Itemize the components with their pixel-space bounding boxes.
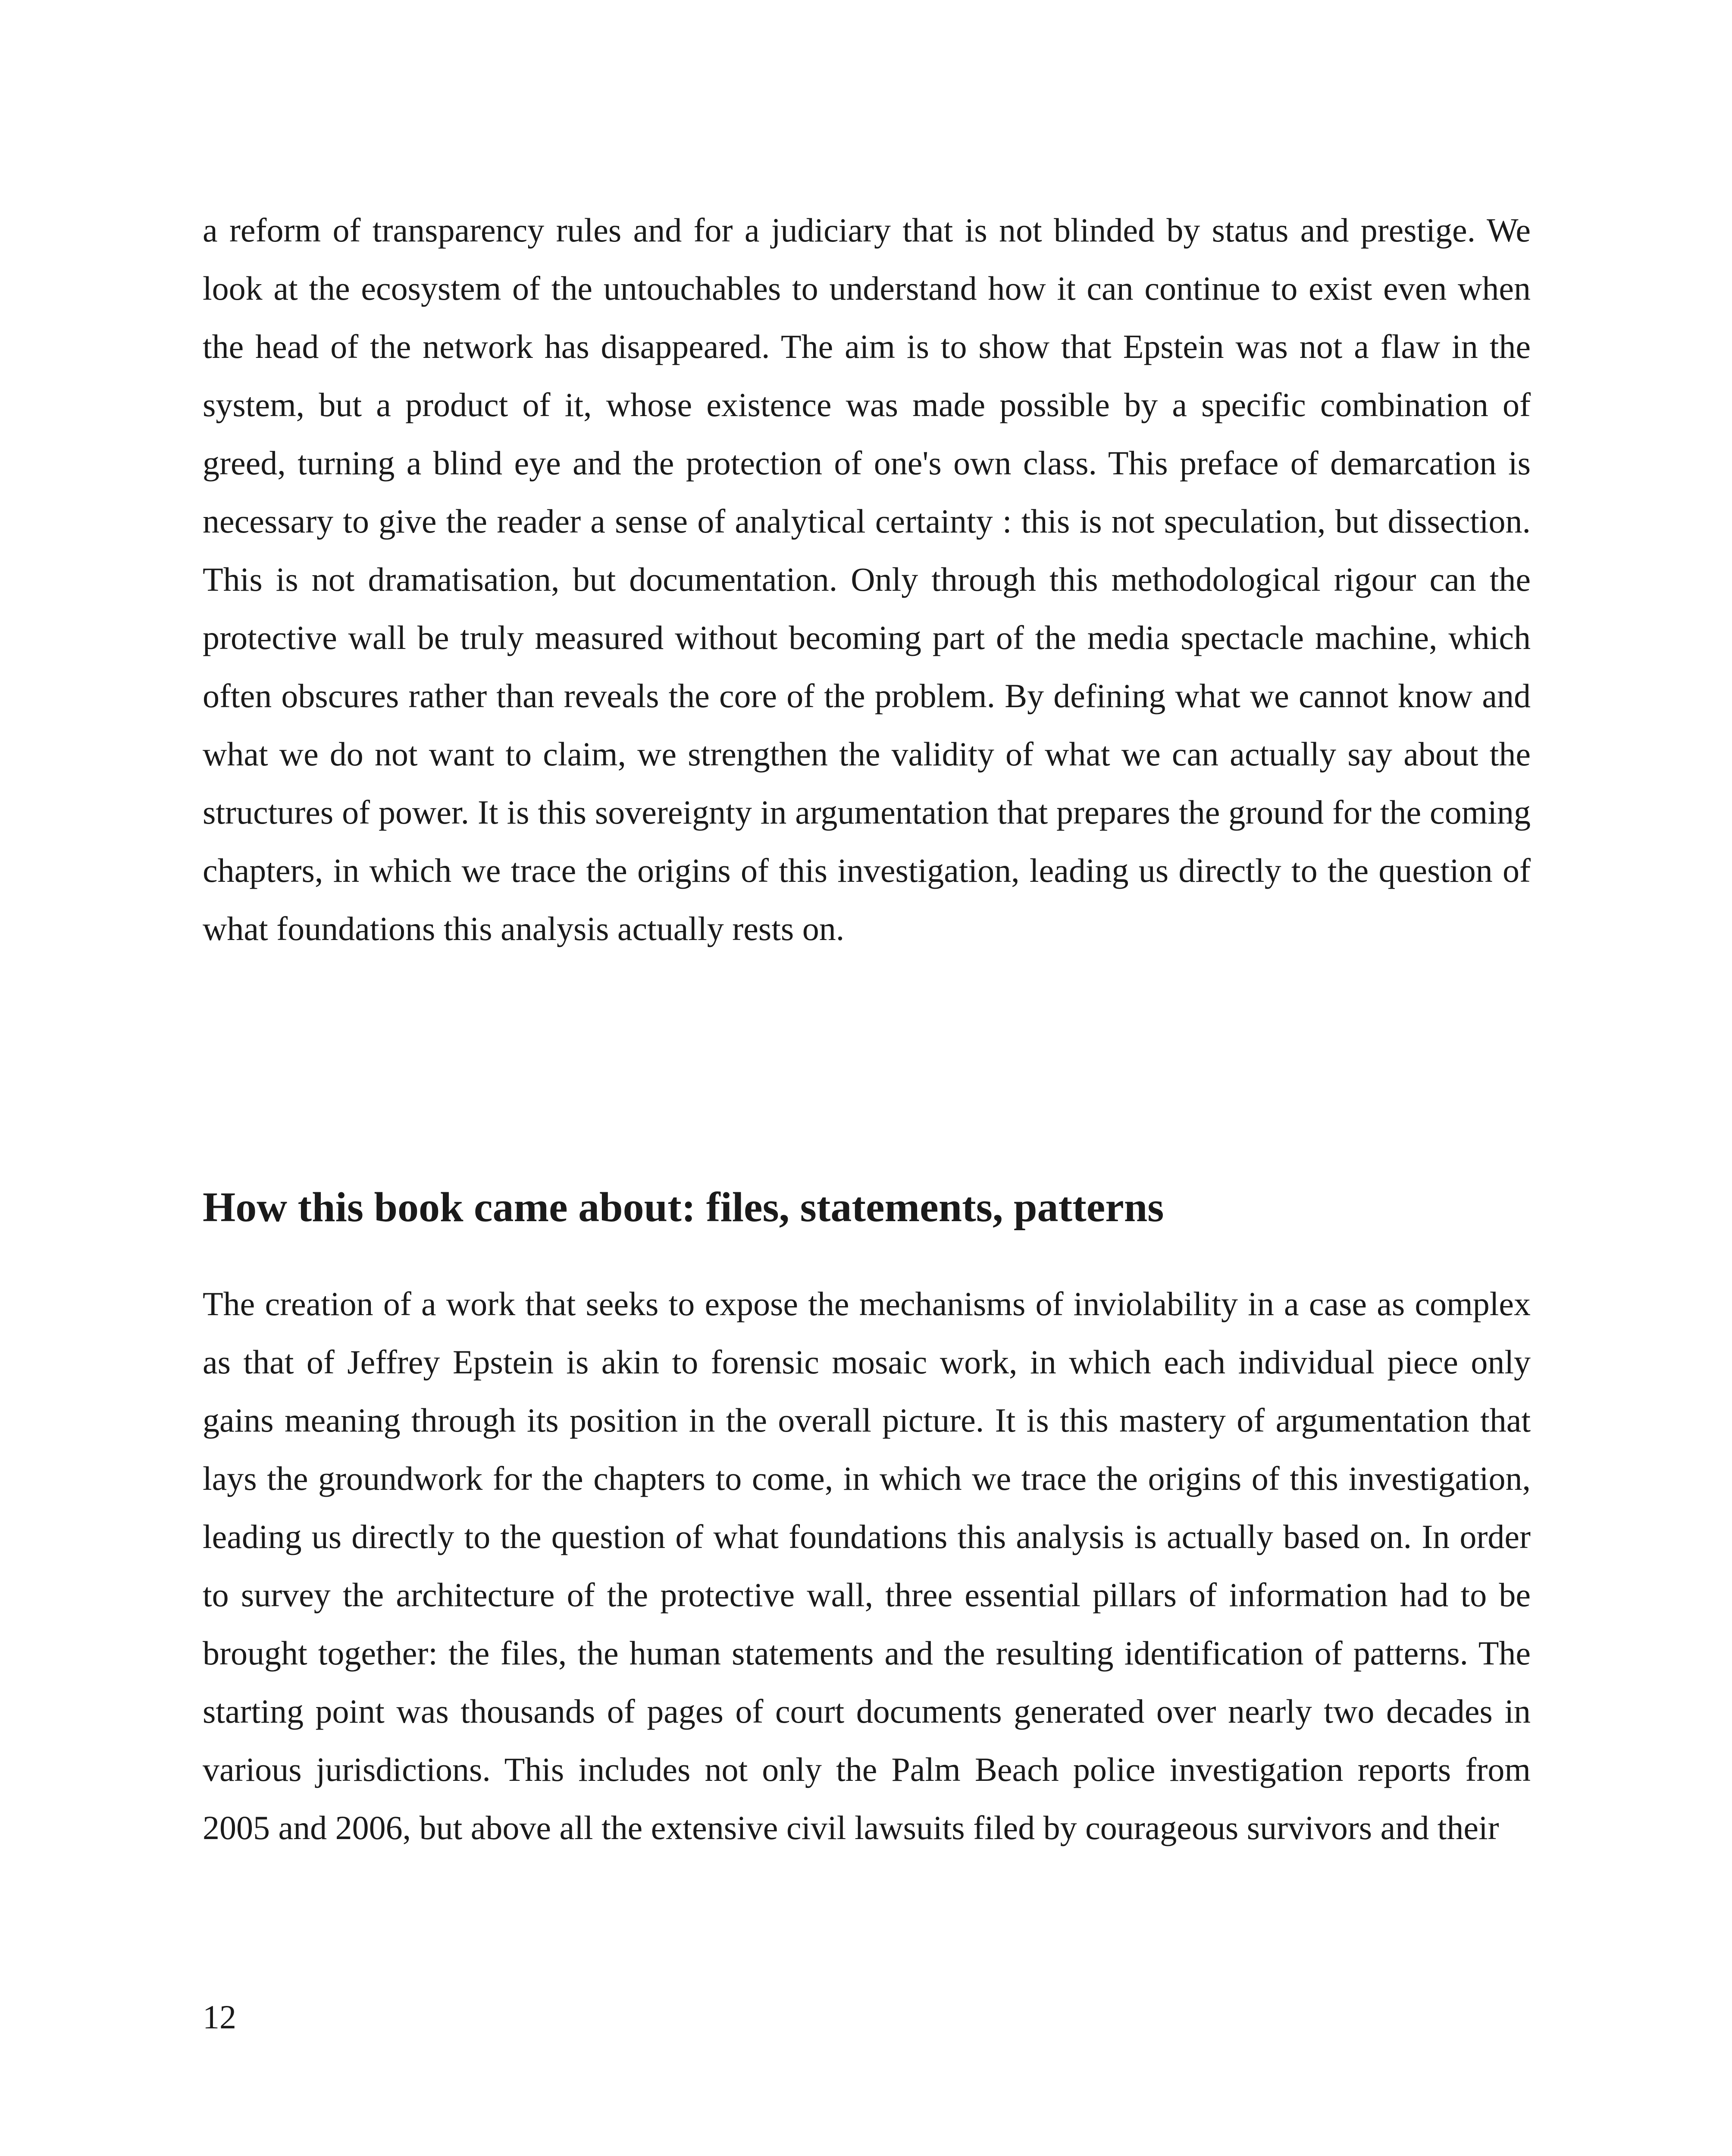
paragraph-text: a reform of transparency rules and for a judiciary that is not blinded by status and prestige. We look at the ecosystem of the untouchables to understand how it can continue to exist even when the head of the network has disappeared. The aim is to show that Epstein was not a flaw in the system, but a product of it, whose existence was made possible by a specific combination of greed, turning a blind eye and the protection of one's own class. This preface of demarcation is necessary to give the reader a sense of analytical certainty : this is not speculation, but dissection. This is not dramatisation, but documentation. Only through this methodological rigour can the protective wall be truly measured without becoming part of the media spectacle machine, which often obscures rather than reveals the core of the problem. By defining what we cannot know and what we do not want to claim, we strengthen the validity of what we can actually say about the structures of power. It is this sovereignty in argumentation that prepares the ground for the coming chapters, in which we trace the origins of this investigation, leading us directly to the question of what foundations this analysis actually rests on. (203, 211, 1531, 947)
body-paragraph (203, 201, 1531, 958)
body-paragraph (203, 1275, 1531, 1857)
paragraph-text: The creation of a work that seeks to expose the mechanisms of inviolability in a case as complex as that of Jeffrey Epstein is akin to forensic mosaic work, in which each individual piece only gains meaning through its position in the overall picture. It is this mastery of argumentation that lays the groundwork for the chapters to come, in which we trace the origins of this investigation, leading us directly to the question of what foundations this analysis is actually based on. In order to survey the architecture of the protective wall, three essential pillars of information had to be brought together: the files, the human statements and the resulting identification of patterns. The starting point was thousands of pages of court documents generated over nearly two decades in various jurisdictions. This includes not only the Palm Beach police investigation reports from 2005 and 2006, but above all the extensive civil lawsuits filed by courageous survivors and their (203, 1285, 1531, 1846)
section-heading: How this book came about: files, statements, patterns (203, 1184, 1164, 1231)
page-number: 12 (203, 1998, 236, 2036)
